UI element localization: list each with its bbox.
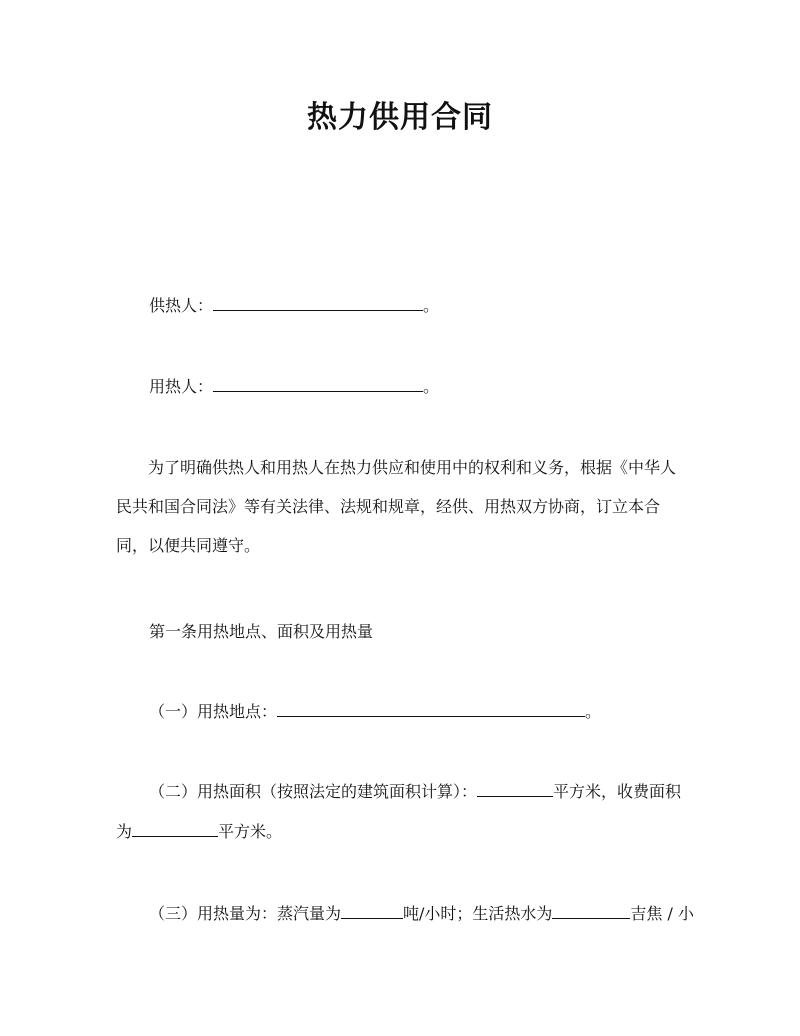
- item2-blank-2: [132, 818, 218, 837]
- preamble-text: 为了明确供热人和用热人在热力供应和使用中的权利和义务，根据《中华人民共和国合同法》等有关法律、法规和规章，经供、用热双方协商，订立本合同，以便共同遵守。: [116, 458, 677, 555]
- user-line: [149, 373, 439, 397]
- item3-text-b: 吨/小时；生活热水为: [403, 904, 553, 923]
- item2-text-a: （二）用热面积（按照法定的建筑面积计算）：: [149, 782, 478, 801]
- item2-line1: [149, 778, 681, 802]
- user-label: 用热人：: [149, 377, 214, 396]
- item1-line: [149, 698, 601, 722]
- item2-text-d: 平方米。: [218, 822, 283, 841]
- document-title: 热力供用合同: [307, 100, 493, 135]
- supplier-period: 。: [423, 296, 440, 315]
- item1-period: 。: [585, 702, 602, 721]
- user-period: 。: [423, 377, 440, 396]
- item1-blank: [277, 698, 585, 717]
- item3-line: [149, 900, 694, 924]
- item2-line2: [116, 818, 282, 842]
- item1-label: （一）用热地点：: [149, 702, 278, 721]
- item3-blank-2: [552, 900, 630, 919]
- supplier-line: [149, 292, 439, 316]
- item3-blank-1: [341, 900, 403, 919]
- item2-text-b: 平方米，收费面积: [553, 782, 682, 801]
- supplier-blank: [213, 292, 423, 311]
- item2-text-c: 为: [116, 822, 133, 841]
- article1-heading: 第一条用热地点、面积及用热量: [149, 622, 374, 641]
- user-blank: [213, 373, 423, 392]
- item3-text-a: （三）用热量为：蒸汽量为: [149, 904, 342, 923]
- supplier-label: 供热人：: [149, 296, 214, 315]
- preamble-paragraph: [116, 448, 686, 565]
- item3-text-c: 吉焦 / 小: [630, 904, 694, 923]
- item2-blank-1: [477, 778, 553, 797]
